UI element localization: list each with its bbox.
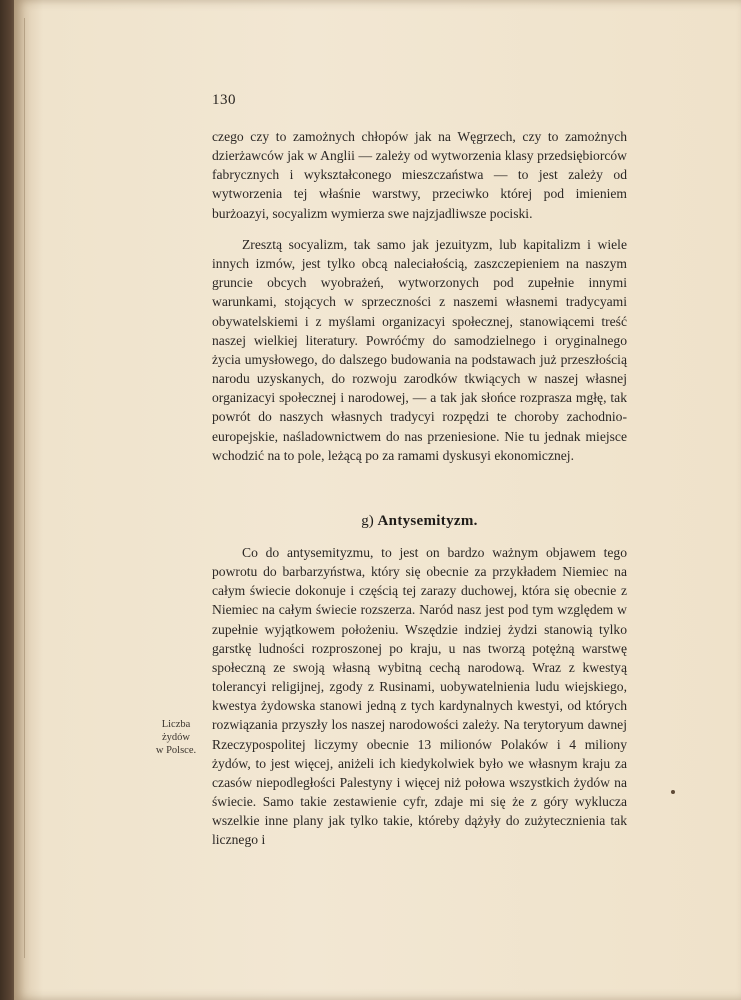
section-letter: g) <box>361 513 374 529</box>
paragraph-continuation <box>212 127 627 223</box>
page-number: 130 <box>212 92 236 108</box>
margin-note <box>146 718 206 757</box>
paper-speck <box>671 790 675 794</box>
margin-note-line: Liczba <box>161 719 191 730</box>
margin-note-line: w Polsce. <box>155 745 197 756</box>
paragraph-3: Co do antysemityzmu, to jest on bardzo ważnym objawem tego powrotu do barbarzyństwa, który się obecnie za przykładem Niemiec na całym świecie dokonuje i częścią tej zarazy duchowej, która się obecnie z Niemiec na całym świecie rozszerza. Naród nasz jest pod tym względem w zupełnie wyjątkowem położeniu. Wszędzie indziej żydzi stanowią tylko garstkę ludności rozproszonej po kraju, u nas tworzą potężną warstwę społeczną ze swoją własną wybitną cechą narodową. Wraz z kwestyą tolerancyi religijnej, zgody z Rusinami, uobywatelnienia ludu wiejskiego, kwestya żydowska stanowi jedną z tych kardynalnych kwestyi, od których rozwiązania przyszły los naszej narodowości zależy. Na terytoryum dawnej Rzeczypospolitej liczymy obecnie 13 milionów Polaków i 4 miliony żydów, to jest więcej, aniżeli ich kiedykolwiek było we własnym kraju za czasów niepodległości Palestyny i więcej niż połowa wszystkich żydów na świecie. Samo takie zestawienie cyfr, zdaje mi się że z góry wyklucza wszelkie inne plany jak tylko takie, któreby dążyły do zużytecznienia tak licznego i <box>212 545 627 848</box>
paragraph-antisemitism <box>212 543 627 850</box>
paragraph-socialism <box>212 235 627 465</box>
paragraph-1: czego czy to zamożnych chłopów jak na Węgrzech, czy to zamożnych dzierżawców jak w Anglii — zależy od wytworzenia klasy przedsiębiorców fabrycznych i wykształconego mieszczaństwa — to jest zależy od wytworzenia tej właśnie warstwy, przeciwko której pod imieniem burżoazyi, socyalizm wymierza swe najzjadliwsze pociski. <box>212 129 627 221</box>
page-edge-line <box>24 18 25 958</box>
section-heading <box>212 513 627 530</box>
margin-note-line: żydów <box>162 732 190 743</box>
paragraph-2: Zresztą socyalizm, tak samo jak jezuityzm, lub kapitalizm i wiele innych izmów, jest tylko obcą naleciałością, zaszczepieniem na naszym gruncie obcych wyobrażeń, wytworzonych pod zupełnie innymi warunkami, stojących w sprzeczności z naszemi własnemi tradycyami obywatelskiemi i z myślami organizacyi społecznej, stanowiącemi treść naszej wielkiej literatury. Powróćmy do samodzielnego i oryginalnego życia umysłowego, do dalszego budowania na podstawach już przeszłością narodu uzyskanych, do rozwoju zarodków tkwiących w naszej własnej organizacyi społecznej i narodowej, — a tak jak słońce rozprasza mgłę, tak powrót do naszych własnych tradycyi rozpędzi te choroby zachodnio-europejskie, naśladownictwem do nas przeniesione. Nie tu jednak miejsce wchodzić na to pole, leżącą po za ramami dyskusyi ekonomicznej. <box>212 237 627 463</box>
section-title: Antysemityzm. <box>377 513 478 529</box>
